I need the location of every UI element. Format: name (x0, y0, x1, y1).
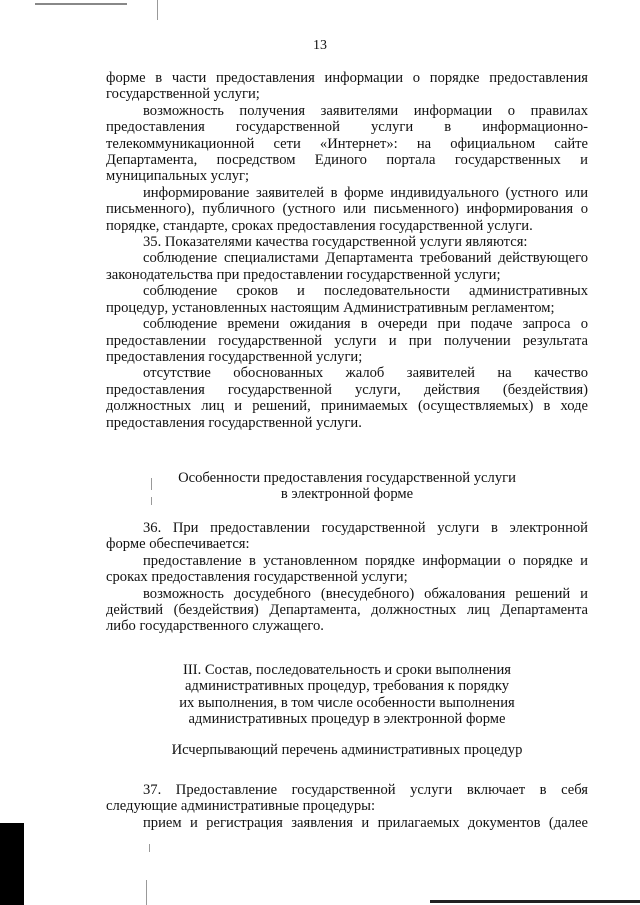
text-line: порядке, стандарте, сроках предоставления государственной услуги. (106, 217, 533, 234)
paragraph (106, 283, 588, 316)
text-line: либо государственного служащего. (106, 618, 324, 635)
paragraph (106, 520, 588, 553)
scan-edge-line-bottom (430, 900, 640, 903)
text-line: муниципальных услуг; (106, 168, 250, 185)
text-line: соблюдение времени ожидания в очереди при подаче запроса о (143, 316, 588, 333)
scan-artifact (151, 478, 152, 490)
paragraph (106, 815, 588, 831)
text-line: предоставления государственной услуги в информационно- (106, 119, 588, 136)
text-line: телекоммуникационной сети «Интернет»: на официальном сайте (106, 135, 588, 152)
scan-artifact (149, 844, 150, 852)
text-line: сроках предоставления государственной услуги; (106, 569, 408, 586)
text-line: предоставлении государственной услуги и при получении результата (106, 332, 588, 349)
heading-line: III. Состав, последовательность и сроки выполнения (182, 662, 512, 678)
text-line: возможность получения заявителями информации о правилах (143, 102, 588, 119)
text-line: действий (бездействия) Департамента, должностных лиц Департамента (106, 602, 588, 619)
text-line: соблюдение сроков и последовательности административных (143, 283, 588, 300)
paragraph (106, 103, 588, 185)
text-line: предоставление в установленном порядке информации о порядке и (143, 552, 588, 569)
text-line: предоставления государственной услуги. (106, 414, 362, 431)
text-line: процедур, установленных настоящим Административным регламентом; (106, 299, 555, 316)
text-line: Департамента, посредством Единого портала государственных и (106, 152, 588, 169)
text-line: информирование заявителей в форме индивидуального (устного или (143, 184, 588, 201)
text-line: форме обеспечивается: (106, 536, 250, 553)
text-line: должностных лиц и решений, принимаемых (осуществляемых) в ходе (106, 398, 588, 415)
scan-edge-line (35, 3, 127, 5)
paragraph (106, 782, 588, 815)
heading-line: административных процедур, требования к порядку (184, 678, 510, 695)
text-line: форме в части предоставления информации о порядке предоставления (106, 70, 588, 86)
text-line: 37. Предоставление государственной услуги включает в себя (143, 782, 588, 798)
paragraph (106, 316, 588, 365)
text-block-top (106, 70, 588, 431)
text-line: соблюдение специалистами Департамента требований действующего (143, 250, 588, 267)
text-line: 36. При предоставлении государственной услуги в электронной (143, 520, 588, 536)
heading-electronic-form (106, 470, 588, 503)
scan-edge-bar (0, 823, 24, 905)
paragraph (106, 234, 588, 250)
text-block-bottom (106, 782, 588, 831)
scan-artifact (146, 880, 147, 905)
paragraph (106, 250, 588, 283)
scan-artifact (157, 0, 158, 20)
page-number: 13 (313, 38, 327, 53)
text-line: возможность досудебного (внесудебного) обжалования решений и (143, 585, 588, 602)
text-line: государственной услуги; (106, 86, 260, 103)
text-line: предоставления государственной услуги; (106, 348, 363, 365)
text-line: 35. Показателями качества государственной услуги являются: (143, 234, 528, 251)
text-line: письменного), публичного (устного или письменного) информирования о (106, 201, 588, 218)
heading-line: в электронной форме (280, 486, 414, 503)
text-block-middle (106, 520, 588, 635)
text-line: прием и регистрация заявления и прилагаемых документов (далее (143, 814, 588, 831)
paragraph (106, 553, 588, 586)
text-line: отсутствие обоснованных жалоб заявителей на качество (143, 365, 588, 382)
text-line: законодательства при предоставлении государственной услуги; (106, 266, 501, 283)
subheading: Исчерпывающий перечень административных процедур (171, 742, 523, 758)
heading-line: административных процедур в электронной форме (188, 711, 506, 728)
paragraph (106, 185, 588, 234)
paragraph (106, 365, 588, 431)
text-line: следующие административные процедуры: (106, 798, 376, 815)
paragraph (106, 70, 588, 103)
heading-line: их выполнения, в том числе особенности выполнения (179, 694, 515, 711)
scan-artifact (151, 497, 152, 505)
text-line: предоставления государственной услуги, действия (бездействия) (106, 381, 588, 398)
paragraph (106, 586, 588, 635)
section-heading (106, 662, 588, 728)
heading-line: Особенности предоставления государственной услуги (178, 470, 516, 486)
